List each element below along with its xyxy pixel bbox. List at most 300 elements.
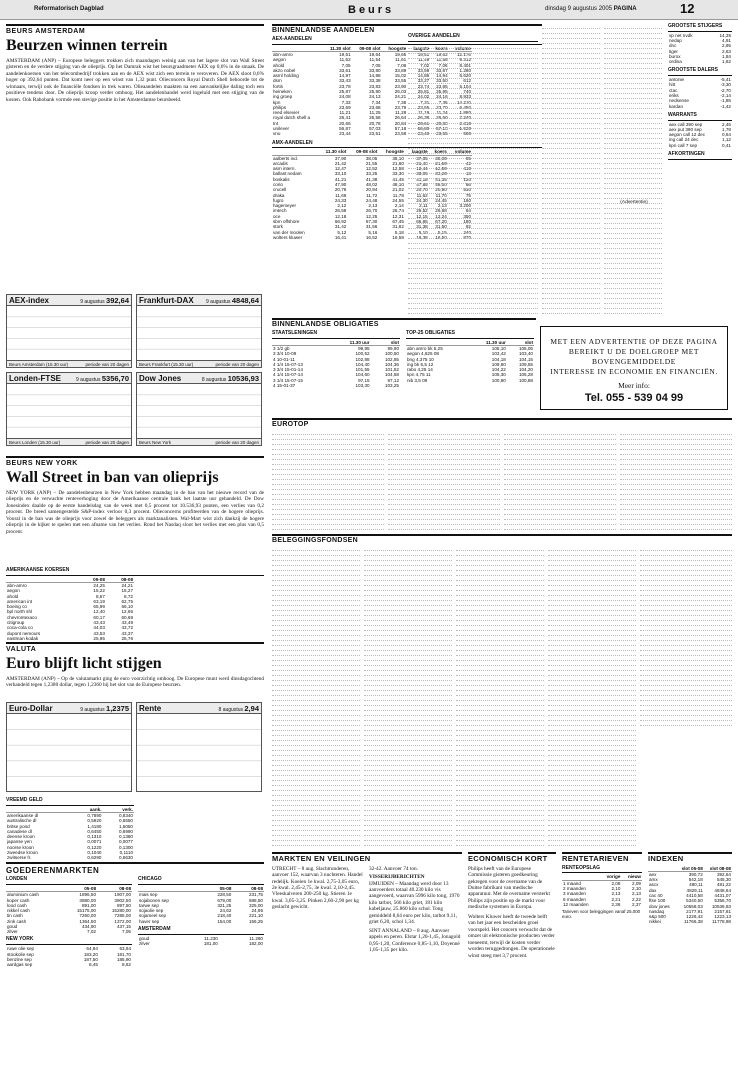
cell-value: 0,1040 <box>87 850 102 855</box>
row-label: cac 40 <box>649 893 663 899</box>
cell-value: 12,25 <box>365 213 378 219</box>
cell-value: 14,35 <box>719 32 731 38</box>
cell-value: 65,99 <box>93 604 105 610</box>
cell-value: 8.401 <box>459 62 471 68</box>
cell-value: 11,19 <box>418 110 430 116</box>
row-label: amx <box>649 877 658 883</box>
chart-title: AEX-index <box>9 296 50 305</box>
indexen <box>648 852 732 925</box>
advertisement-box[interactable] <box>540 326 728 410</box>
chicago-commodities-table <box>138 886 264 924</box>
table-row <box>562 902 642 907</box>
row-label: 4 1/4 15-07-14 <box>273 372 303 378</box>
cell-value: 19,64 <box>369 52 381 58</box>
row-label: benzine sep <box>7 956 32 962</box>
row-label: 3 3/4 10-09 <box>273 351 297 357</box>
cell-value: 103,42 <box>491 351 506 357</box>
cell-value: 48,02 <box>365 182 378 188</box>
cell-value: 48,00 <box>435 182 447 188</box>
top-losers-table <box>668 77 732 109</box>
article-amsterdam <box>6 24 264 103</box>
cell-value: 15,22 <box>93 588 105 594</box>
row-label: stork <box>273 224 283 230</box>
row-label: kardan <box>669 103 684 109</box>
cell-value: 2,11 <box>419 203 428 209</box>
row-label: 4 10-01-11 <box>273 356 295 362</box>
news-item: Wolters Kluwer heeft de tweede helft van het jaar een bescheiden groei voorspeld. Het concern verwacht dat de omzet uit elektronische producten verder toeneemt, terwijl de kosten verder worden teruggedrongen. De operationele winst steeg met 3,7 procent. <box>468 913 555 959</box>
cell-value: 16,38 <box>416 234 428 240</box>
subtable-title: AMX-AANDELEN <box>272 141 542 149</box>
cell-value: 16,58 <box>392 234 404 240</box>
market-report: UTRECHT – 8 aug. Slachtrunderen, aanvoer 152, waarvan 3 nuchteren. Handel redelijk. Koeien 1e kwal. 2,75-3,05 euro, 2e kwal. 2,45-2,75, 3e kwal. 2,10-2,45. Vleeskalveren 200-250 kg. Stieren 1e kwal. 3,05-3,25. Pinken 2,60-2,90 per kg geslacht gewicht. <box>272 865 363 911</box>
chart-value: 8 augustus 10536,93 <box>201 374 259 383</box>
markten-veilingen <box>272 852 462 954</box>
cell-value: 11766,38 <box>683 919 703 925</box>
cell-value: 3.200 <box>459 203 471 209</box>
cell-value: 20,66 <box>339 120 351 126</box>
row-label: burox <box>669 53 681 59</box>
cell-value: 15280,00 <box>111 908 131 914</box>
cell-value: 14,94 <box>436 73 448 79</box>
row-label: chevrontexaco <box>7 614 37 620</box>
row-label: 4 15-01-37 <box>273 383 296 389</box>
listing-line <box>388 525 500 530</box>
cell-value: 4410,58 <box>686 893 703 899</box>
row-label: fortis <box>273 83 283 89</box>
cell-value: 26,38 <box>417 115 430 121</box>
cell-value: 24,08 <box>339 94 351 100</box>
row-label: asm intern. <box>273 166 296 172</box>
cell-value: 154,00 <box>217 918 232 924</box>
cell-value: 11.260 <box>249 935 263 941</box>
cell-value: 7,08 <box>397 62 407 68</box>
cell-value: 60,17 <box>93 614 105 620</box>
cell-value: 2,13 <box>437 203 447 209</box>
cell-value: 56,80 <box>417 126 430 132</box>
cell-value: 481,22 <box>716 882 731 888</box>
column-header: 09-08 slot <box>352 46 382 52</box>
quote-list <box>542 24 600 316</box>
chart-period: periode van 20 dagen <box>85 362 129 367</box>
cell-value: 11,78 <box>392 192 404 198</box>
cell-value: 33,89 <box>394 67 407 73</box>
cell-value: 66,85 <box>416 218 428 224</box>
row-label: ctac <box>669 87 678 93</box>
row-label: dsm <box>273 78 282 84</box>
table-row <box>138 919 264 924</box>
cell-value: 8,62 <box>122 962 131 968</box>
cell-value: 31,62 <box>392 224 404 230</box>
ad-line: BEREIKT U DE DOELGROEP MET BOVENGEMIDDELDE <box>568 347 700 367</box>
section-title: RENTETARIEVEN <box>562 852 642 864</box>
cell-value: 104,15 <box>518 356 533 362</box>
row-label: ing bk 5,5 12 <box>407 361 434 367</box>
row-label: corio <box>273 182 283 188</box>
cell-value: 33,59 <box>417 67 430 73</box>
row-label: aex put 390 sep <box>669 126 702 132</box>
cell-value: 891,00 <box>81 902 96 908</box>
cell-value: 12.176 <box>456 52 471 58</box>
cell-value: 11,62 <box>416 192 428 198</box>
cell-value: 33,10 <box>334 171 347 177</box>
column-header: nieuw <box>621 874 642 880</box>
subtable-title: CHICAGO <box>138 877 264 885</box>
london-metals-table <box>6 886 132 935</box>
mini-chart <box>136 702 262 792</box>
cell-value: 41,38 <box>365 176 378 182</box>
row-label: mais sep <box>139 892 158 898</box>
market-report: 32-42. Aanvoer 74 ton. <box>369 865 418 872</box>
section-title: BINNENLANDSE AANDELEN <box>272 24 542 35</box>
subtable-title: RENTEOPSLAG <box>562 866 642 874</box>
cell-value: 100,52 <box>355 351 370 357</box>
article-kicker: BEURS AMSTERDAM <box>6 24 264 36</box>
market-report: IJMUIDEN – Maandag werd door 13 aanvoerders totaal 40.230 kilo vis aangevoerd, waarvan 5996 kilo tong, 1970 kilo tarbot, 566 kilo griet, 181 kilo kabeljauw, 25.860 kilo schol. Tong gemiddeld 8,64 euro per kilo, tarbot 9,11, griet 6,20, schol 1,34. <box>369 880 460 926</box>
cell-value: 20,94 <box>365 187 378 193</box>
cell-value: 7,02 <box>420 62 430 68</box>
cell-value: 57,18 <box>394 126 407 132</box>
listing-line <box>604 309 662 314</box>
cell-value: 102,85 <box>384 356 399 362</box>
row-label: hitt <box>669 82 676 88</box>
row-label: zwitserse fr. <box>7 855 32 861</box>
row-label: canadese dl <box>7 828 32 834</box>
cell-value: 7,38 <box>397 99 407 105</box>
cell-value: 43,37 <box>121 630 133 636</box>
cell-value: 24,25 <box>93 583 105 589</box>
row-label: ascx <box>649 882 659 888</box>
cell-value: 42 <box>465 160 471 166</box>
article-kicker: VALUTA <box>6 642 264 654</box>
cell-value: 100,50 <box>384 351 399 357</box>
cell-value: 0,1380 <box>118 834 133 840</box>
cell-value: 43,43 <box>93 620 105 625</box>
cell-value: 25,95 <box>93 635 105 641</box>
row-label: sojabonen sep <box>139 897 169 903</box>
goederenmarkten <box>6 862 264 967</box>
cell-value: 21,60 <box>392 160 404 166</box>
row-label: nikkel cash <box>7 908 30 914</box>
cell-value: 26,68 <box>435 208 447 214</box>
subtable-title: AMSTERDAM <box>138 927 264 935</box>
cell-value: 12,40 <box>93 609 105 615</box>
chart-value: 8 augustus 2,94 <box>218 704 259 713</box>
cell-value: 100,88 <box>518 377 533 383</box>
column-header: hoogste <box>382 46 408 52</box>
news-item: Philips heeft van de Europese Commissie gisteren goedkeuring gekregen voor de overname van de Duitse fabrikant van medische apparatuur. Met de overname versterkt Philips zijn positie op de markt voor medische systemen in Europa. <box>468 865 550 911</box>
row-label: aegon <box>7 588 20 594</box>
chart-footer <box>7 360 131 367</box>
column-header: koers <box>429 149 448 155</box>
cell-value: 1,84 <box>722 53 731 59</box>
cell-value: 11,49 <box>418 57 430 63</box>
top25-bonds-table <box>406 340 534 383</box>
row-label: ballast nedam <box>273 171 302 177</box>
table-row <box>6 636 134 641</box>
cell-value: 182,00 <box>248 940 263 946</box>
cell-value: 7,33 <box>341 99 351 105</box>
row-label: nib 3,5 09 <box>407 377 428 383</box>
chart-value: 9 augustus 4848,64 <box>206 296 259 305</box>
row-label: kpn call 7 sep <box>669 142 698 148</box>
section-title: MARKTEN EN VEILINGEN <box>272 852 462 864</box>
ad-phone[interactable]: Tel. 055 - 539 04 99 <box>584 392 684 405</box>
cell-value: 41,18 <box>416 176 428 182</box>
table-row <box>668 104 732 109</box>
row-label: sbm offshore <box>273 218 300 224</box>
page-date: dinsdag 9 augustus 2005 PAGINA <box>545 6 637 12</box>
row-label: goud <box>7 923 18 929</box>
cell-value: 4829,11 <box>686 887 703 893</box>
column-header: slot <box>507 340 534 346</box>
overige-aandelen <box>408 34 538 43</box>
chart-value: 9 augustus 392,64 <box>80 296 129 305</box>
subtable-title: AEX-AANDELEN <box>272 37 542 45</box>
table-row <box>6 962 132 967</box>
cell-value: 5,12 <box>337 229 347 235</box>
cell-value: 41,35 <box>435 176 447 182</box>
cell-value: 187,50 <box>83 956 98 962</box>
cell-value: 2177,91 <box>686 908 703 914</box>
cell-value: 104,18 <box>491 356 506 362</box>
cell-value: 23,83 <box>369 83 381 89</box>
column-header: koers <box>430 46 448 52</box>
cell-value: 21,40 <box>416 160 428 166</box>
row-label: abn amro bk 5,25 <box>407 346 443 352</box>
cell-value: 20,78 <box>369 120 381 126</box>
ad-info-label: Meer info: <box>618 380 650 390</box>
cell-value: 740 <box>463 89 471 95</box>
top-gainers-table <box>668 33 732 65</box>
row-label: american int <box>7 598 33 604</box>
row-label: 1 maand <box>563 880 581 886</box>
cell-value: 2,13 <box>632 891 641 897</box>
cell-value: 14,97 <box>339 73 351 79</box>
row-label: sojaolie sep <box>139 908 164 914</box>
cell-value: 23,40 <box>417 131 430 137</box>
page-number: 12 <box>680 1 695 16</box>
cell-value: 101,52 <box>384 367 399 373</box>
row-label: royal dutch shell a <box>273 115 311 121</box>
listing-line <box>548 841 636 846</box>
row-label: asml holding <box>273 73 299 79</box>
interest-rates-table <box>562 874 642 907</box>
cell-value: 0,8340 <box>118 813 133 819</box>
fund-list <box>364 546 452 846</box>
cell-value: 19,65 <box>394 52 407 58</box>
stijgers-dalers <box>668 24 732 161</box>
cell-value: 2,10 <box>632 885 641 891</box>
cell-value: 181,70 <box>116 951 131 957</box>
cell-value: 21,55 <box>365 160 378 166</box>
cell-value: 20,70 <box>416 187 428 193</box>
cell-value: 0,7890 <box>87 813 102 819</box>
cell-value: 26,58 <box>369 115 381 121</box>
cell-value: 14,88 <box>369 73 381 79</box>
row-label: boskalis <box>273 176 290 182</box>
cell-value: 180 <box>463 218 471 224</box>
cell-value: 33,20 <box>435 171 447 177</box>
cell-value: 181,00 <box>203 940 218 946</box>
cell-value: 0,1310 <box>87 834 102 840</box>
chart-value: 9 augustus 1,2375 <box>80 704 129 713</box>
row-label: zweedse kroon <box>7 850 38 855</box>
cell-value: 103,30 <box>355 383 370 389</box>
row-label: aluminium cash <box>7 892 39 898</box>
publication-name: Reformatorisch Dagblad <box>34 6 104 12</box>
row-label: s&p 500 <box>649 914 666 920</box>
column-header: 11.30 uur <box>330 340 370 346</box>
cell-value: 0,6630 <box>118 855 133 861</box>
chart-plot <box>7 384 131 438</box>
cell-value: 26,60 <box>436 115 448 121</box>
cell-value: 103,40 <box>518 351 533 357</box>
row-label: aex <box>649 871 657 877</box>
cell-value: 43,72 <box>121 625 133 631</box>
cell-value: 0,0071 <box>87 839 102 845</box>
table-title: AMERIKAANSE KOERSEN <box>6 568 264 576</box>
cell-value: 24,30 <box>416 197 428 203</box>
row-label: antonie <box>669 77 685 83</box>
cell-value: 15,02 <box>394 73 407 79</box>
cell-value: 25,90 <box>369 89 381 95</box>
cell-value: 23,90 <box>394 83 407 89</box>
cell-value: 11,56 <box>436 57 448 63</box>
cell-value: 104,60 <box>355 372 370 378</box>
cell-value: 60,68 <box>121 614 133 620</box>
row-label: imtech <box>273 208 287 214</box>
cell-value: 12,65 <box>121 609 133 615</box>
chart-plot <box>137 714 261 792</box>
cell-value: 2,13 <box>611 891 621 897</box>
cell-value: 0,1110 <box>119 850 133 855</box>
cell-value: 67,30 <box>365 218 378 224</box>
cell-value: 33,43 <box>339 78 351 84</box>
cell-value: 99,90 <box>387 346 399 352</box>
eurotop-list <box>272 430 384 530</box>
cell-value: 25,81 <box>417 89 430 95</box>
cell-value: 26,70 <box>365 208 378 214</box>
cell-value: 63,94 <box>119 946 131 952</box>
cell-value: 392,64 <box>716 871 731 877</box>
column-header: slot <box>371 340 400 346</box>
cell-value: 20,76 <box>334 187 347 193</box>
column-header: 08-08 <box>97 886 132 892</box>
fund-list <box>272 546 360 846</box>
cell-value: 530 <box>463 187 471 193</box>
cell-value: 24,45 <box>435 197 447 203</box>
row-label: dax <box>649 887 657 893</box>
cell-value: 11,66 <box>335 192 347 198</box>
cell-value: 47,85 <box>416 182 428 188</box>
cell-value: 24,02 <box>417 94 430 100</box>
row-label: rabo 4,25 14 <box>407 367 433 373</box>
cell-value: 350 <box>463 213 471 219</box>
row-label: bng 4,375 10 <box>407 356 434 362</box>
cell-value: 92 <box>465 224 471 230</box>
cell-value: 20,80 <box>436 120 448 126</box>
cell-value: 8.933 <box>459 94 471 100</box>
cell-value: 480,11 <box>689 882 703 888</box>
row-label: ftse 100 <box>649 898 666 904</box>
cell-value: 24,21 <box>121 583 133 589</box>
cell-value: 1226,42 <box>686 914 703 920</box>
chart-header <box>137 373 261 384</box>
chart-title: Londen-FTSE <box>9 374 61 383</box>
mini-chart <box>136 294 262 368</box>
cell-value: 156,25 <box>248 918 263 924</box>
chart-footer <box>7 438 131 445</box>
chart-title: Rente <box>139 704 162 713</box>
row-label: 3 3/4 15-01-14 <box>273 367 303 373</box>
subtable-title: NEW YORK <box>6 937 132 945</box>
cell-value: 23,59 <box>339 104 351 110</box>
column-header: slot 05-08 <box>676 866 704 872</box>
cell-value: 870 <box>463 234 471 240</box>
cell-value: 44,03 <box>93 625 105 631</box>
row-label: 2 maanden <box>563 885 586 891</box>
cell-value: 38,10 <box>392 155 404 161</box>
indices-table <box>648 866 732 925</box>
column-header: 08-08 <box>106 577 134 583</box>
row-label: abn-amro <box>7 583 27 589</box>
listing-line <box>408 309 538 314</box>
row-label: dupont nemours <box>7 630 41 636</box>
cell-value: 19,62 <box>436 52 448 58</box>
listing-line <box>272 841 360 846</box>
cell-value: 24,48 <box>365 197 378 203</box>
cell-value: 7,05 <box>122 929 131 935</box>
chart-title: Euro-Dollar <box>9 704 53 713</box>
cell-value: 23,78 <box>339 83 351 89</box>
cell-value: 1,5050 <box>118 823 133 829</box>
column-header: 09-08 slot <box>347 149 378 155</box>
mini-chart <box>6 294 132 368</box>
row-label: tiger <box>669 48 678 54</box>
row-label: kpn <box>273 99 281 105</box>
cell-value: 2,63 <box>722 48 731 54</box>
cell-value: 11,25 <box>369 110 381 116</box>
row-label: fugro <box>273 197 284 203</box>
row-label: aardgas sep <box>7 962 33 968</box>
cell-value: 2,12 <box>337 203 347 209</box>
cell-value: 33,50 <box>436 78 448 84</box>
row-label: aalberts ind. <box>273 155 299 161</box>
rate-note: Tarieven voor beleggingen vanaf 25.000 euro. <box>562 909 641 920</box>
chart-value: 9 augustus 5356,70 <box>76 374 129 383</box>
cell-value: 57,10 <box>436 126 448 132</box>
chart-period: periode van 20 dagen <box>85 440 129 445</box>
cell-value: 26,41 <box>339 115 351 121</box>
cell-value: 7,02 <box>87 929 96 935</box>
cell-value: 26,64 <box>394 115 407 121</box>
currency-table <box>6 807 134 861</box>
cell-value: 23,74 <box>417 83 430 89</box>
column-header: 08-08 <box>232 886 264 892</box>
chart-plot <box>7 714 131 792</box>
column-header: 11.30 uur <box>470 340 507 346</box>
market-report: SINT ANNALAND – 8 aug. Aanvoer appels en peren. Elstar 1,20-1,45, Jonagold 0,95-1,20, Conference 0,85-1,10, Doyenné 1,05-1,35 per kilo. <box>369 927 461 954</box>
column-header: hoogste <box>378 149 405 155</box>
warrants-table <box>668 122 732 148</box>
cell-value: 109,60 <box>491 361 506 367</box>
cell-value: -2,70 <box>720 87 731 93</box>
row-label: kpn 4,75 11 <box>407 372 431 378</box>
cell-value: 31,38 <box>416 224 428 230</box>
ad-line: INTERESSE IN ECONOMIE EN FINANCIËN. <box>550 367 718 377</box>
row-label: aex call 390 sep <box>669 121 703 127</box>
cell-value: 11778,98 <box>712 919 731 925</box>
